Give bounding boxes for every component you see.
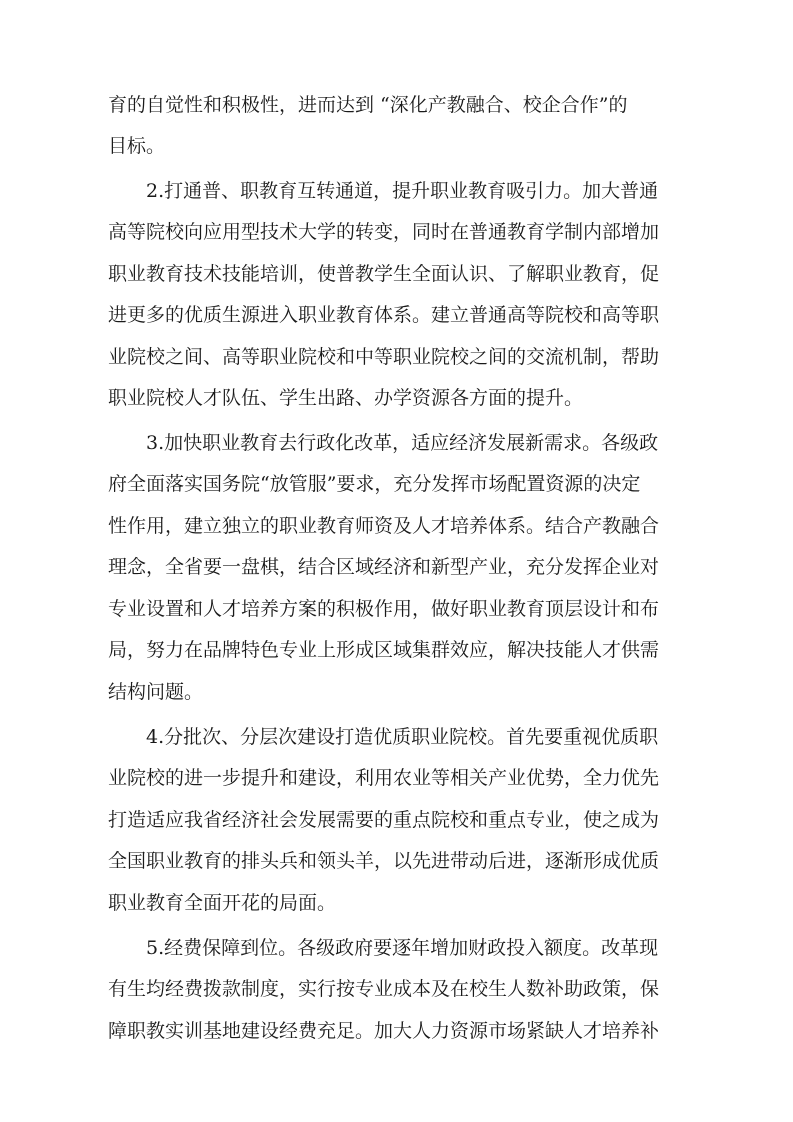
text-line: 高等院校向应用型技术大学的转变，同时在普通教育学制内部增加 xyxy=(108,221,660,243)
text-line: 职业教育全面开花的局面。 xyxy=(108,892,337,914)
text-line: 结构问题。 xyxy=(108,681,204,703)
text-line: 打造适应我省经济社会发展需要的重点院校和重点专业，使之成为 xyxy=(108,809,660,831)
paragraph-heading-3: 3.加快职业教育去行政化改革，适应经济发展新需求。各级政 xyxy=(146,432,659,454)
text-line: 进更多的优质生源进入职业教育体系。建立普通高等院校和高等职 xyxy=(108,304,660,326)
paragraph-heading-2: 2.打通普、职教育互转通道，提升职业教育吸引力。加大普通 xyxy=(146,180,659,202)
text-line: 专业设置和人才培养方案的积极作用，做好职业教育顶层设计和布 xyxy=(108,598,660,620)
paragraph-heading-5: 5.经费保障到位。各级政府要逐年增加财政投入额度。改革现 xyxy=(146,937,659,959)
text-line: 理念，全省要一盘棋，结合区域经济和新型产业，充分发挥企业对 xyxy=(108,556,660,578)
text-line: 局，努力在品牌特色专业上形成区域集群效应，解决技能人才供需 xyxy=(108,639,660,661)
text-line: 障职教实训基地建设经费充足。加大人力资源市场紧缺人才培养补 xyxy=(108,1020,660,1042)
text-line: 业院校之间、高等职业院校和中等职业院校之间的交流机制，帮助 xyxy=(108,346,660,368)
text-line: 育的自觉性和积极性，进而达到 “深化产教融合、校企合作”的 xyxy=(108,94,628,116)
text-line: 目标。 xyxy=(108,135,166,157)
text-line: 职业院校人才队伍、学生出路、办学资源各方面的提升。 xyxy=(108,387,584,409)
text-line: 府全面落实国务院“放管服”要求，充分发挥市场配置资源的决定 xyxy=(108,473,641,495)
text-line: 有生均经费拨款制度，实行按专业成本及在校生人数补助政策，保 xyxy=(108,978,660,1000)
text-line: 性作用，建立独立的职业教育师资及人才培养体系。结合产教融合 xyxy=(108,515,660,537)
text-line: 全国职业教育的排头兵和领头羊，以先进带动后进，逐渐形成优质 xyxy=(108,850,660,872)
text-line: 业院校的进一步提升和建设，利用农业等相关产业优势，全力优先 xyxy=(108,767,660,789)
text-line: 职业教育技术技能培训，使普教学生全面认识、了解职业教育，促 xyxy=(108,263,660,285)
paragraph-heading-4: 4.分批次、分层次建设打造优质职业院校。首先要重视优质职 xyxy=(146,726,659,748)
